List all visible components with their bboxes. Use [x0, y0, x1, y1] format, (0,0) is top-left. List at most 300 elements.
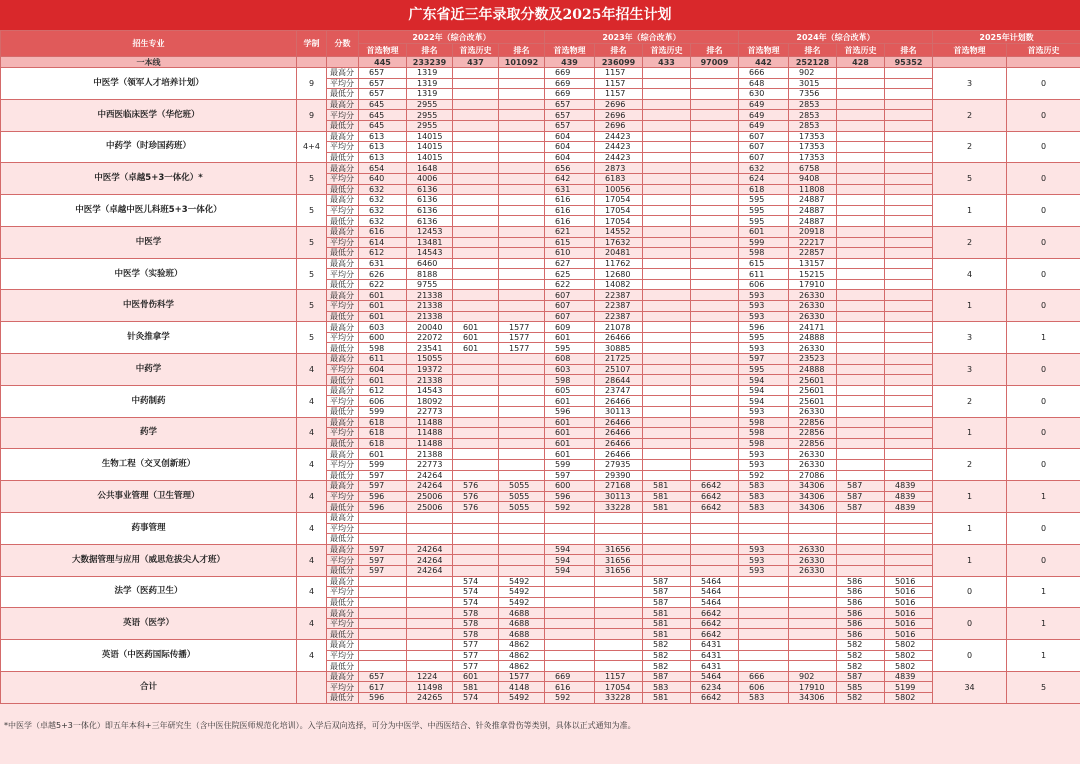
data-cell: 24423: [595, 131, 643, 142]
data-cell: 601: [359, 311, 407, 322]
data-cell: [691, 512, 739, 523]
data-cell: 616: [359, 226, 407, 237]
data-cell: 622: [545, 279, 595, 290]
data-cell: 11762: [595, 258, 643, 269]
data-cell: 609: [545, 322, 595, 333]
data-cell: 597: [739, 354, 789, 365]
data-cell: 600: [359, 332, 407, 343]
data-cell: [499, 216, 545, 227]
data-cell: 4862: [499, 650, 545, 661]
data-cell: 17054: [595, 205, 643, 216]
data-cell: 22856: [789, 417, 837, 428]
data-cell: 9755: [407, 279, 453, 290]
major-group: [1, 576, 1080, 608]
baseline-cell: 437: [453, 57, 499, 68]
data-cell: 1319: [407, 89, 453, 100]
data-cell: 1157: [595, 68, 643, 79]
data-cell: 34306: [789, 693, 837, 704]
data-cell: 603: [359, 322, 407, 333]
score-type-label: 平均分: [327, 618, 359, 629]
data-cell: [885, 290, 933, 301]
data-cell: [643, 322, 691, 333]
subheader-hist: 首选历史: [837, 44, 885, 57]
data-cell: [499, 438, 545, 449]
data-cell: [885, 142, 933, 153]
data-cell: 27168: [595, 481, 643, 492]
score-type-label: 平均分: [327, 428, 359, 439]
data-cell: [885, 354, 933, 365]
data-cell: 592: [545, 693, 595, 704]
data-cell: 22072: [407, 332, 453, 343]
data-cell: [453, 364, 499, 375]
data-cell: [885, 385, 933, 396]
data-cell: 6234: [691, 682, 739, 693]
data-cell: [837, 237, 885, 248]
data-cell: 596: [545, 491, 595, 502]
data-cell: [837, 322, 885, 333]
data-cell: [359, 512, 407, 523]
data-cell: 601: [545, 396, 595, 407]
score-type-label: 最低分: [327, 597, 359, 608]
subheader-rank: 排名: [499, 44, 545, 57]
data-cell: [499, 152, 545, 163]
data-cell: 24264: [407, 481, 453, 492]
data-cell: [643, 354, 691, 365]
score-type-label: 最低分: [327, 343, 359, 354]
plan-phys-cell: 2: [933, 99, 1007, 131]
data-cell: 26466: [595, 417, 643, 428]
plan-hist-cell: 0: [1007, 417, 1080, 449]
score-type-label: 最低分: [327, 216, 359, 227]
data-cell: 30885: [595, 343, 643, 354]
data-cell: [691, 269, 739, 280]
data-cell: 631: [359, 258, 407, 269]
data-cell: [643, 512, 691, 523]
data-cell: [691, 279, 739, 290]
score-type-label: 最高分: [327, 195, 359, 206]
data-cell: 607: [739, 131, 789, 142]
data-cell: 26330: [789, 565, 837, 576]
data-cell: 1577: [499, 322, 545, 333]
data-cell: [407, 629, 453, 640]
data-cell: 6642: [691, 502, 739, 513]
plan-phys-cell: 5: [933, 163, 1007, 195]
data-cell: [545, 534, 595, 545]
data-cell: [837, 512, 885, 523]
data-cell: 24265: [407, 693, 453, 704]
plan-phys-cell: 2: [933, 131, 1007, 163]
data-cell: [837, 279, 885, 290]
data-cell: [739, 512, 789, 523]
data-cell: [359, 587, 407, 598]
data-cell: [499, 417, 545, 428]
data-cell: [643, 555, 691, 566]
data-cell: [453, 99, 499, 110]
plan-phys-cell: 34: [933, 671, 1007, 703]
data-cell: [691, 78, 739, 89]
data-cell: 666: [739, 68, 789, 79]
data-cell: [499, 396, 545, 407]
data-cell: [789, 576, 837, 587]
data-cell: [359, 650, 407, 661]
table-row: [1, 99, 1080, 110]
data-cell: [739, 629, 789, 640]
data-cell: 615: [739, 258, 789, 269]
data-cell: 1577: [499, 332, 545, 343]
data-cell: 22773: [407, 459, 453, 470]
data-cell: [691, 407, 739, 418]
data-cell: [643, 226, 691, 237]
data-cell: 632: [739, 163, 789, 174]
data-cell: 618: [359, 417, 407, 428]
data-cell: 26466: [595, 449, 643, 460]
major-group: [1, 226, 1080, 258]
major-name: 中医骨伤科学: [1, 290, 297, 322]
data-cell: [643, 301, 691, 312]
major-group: [1, 608, 1080, 640]
xuezhi-cell: 4: [297, 512, 327, 544]
data-cell: [643, 258, 691, 269]
data-cell: 581: [643, 502, 691, 513]
data-cell: [885, 428, 933, 439]
data-cell: 4862: [499, 640, 545, 651]
data-cell: 14015: [407, 142, 453, 153]
data-cell: [499, 163, 545, 174]
xuezhi-cell: 5: [297, 290, 327, 322]
data-cell: [885, 332, 933, 343]
data-cell: [885, 237, 933, 248]
data-cell: [407, 597, 453, 608]
data-cell: [885, 364, 933, 375]
data-cell: [595, 534, 643, 545]
major-name: 英语（医学）: [1, 608, 297, 640]
data-cell: 601: [739, 226, 789, 237]
data-cell: 577: [453, 640, 499, 651]
data-cell: 593: [739, 555, 789, 566]
data-cell: 6460: [407, 258, 453, 269]
data-cell: 587: [643, 671, 691, 682]
data-cell: [691, 544, 739, 555]
data-cell: 9408: [789, 173, 837, 184]
data-cell: 581: [643, 608, 691, 619]
data-cell: 593: [739, 301, 789, 312]
data-cell: 11488: [407, 438, 453, 449]
data-cell: [885, 301, 933, 312]
data-cell: [359, 640, 407, 651]
data-cell: 34306: [789, 502, 837, 513]
data-cell: 24423: [595, 142, 643, 153]
data-cell: 587: [643, 587, 691, 598]
data-cell: 586: [837, 576, 885, 587]
data-cell: 581: [643, 693, 691, 704]
data-cell: [453, 544, 499, 555]
table-row: [1, 195, 1080, 206]
plan-hist-cell: 0: [1007, 99, 1080, 131]
data-cell: 630: [739, 89, 789, 100]
xuezhi-cell: 5: [297, 195, 327, 227]
data-cell: 6642: [691, 629, 739, 640]
data-cell: 627: [545, 258, 595, 269]
data-cell: 31656: [595, 555, 643, 566]
data-cell: [643, 459, 691, 470]
data-cell: [643, 216, 691, 227]
plan-hist-cell: 0: [1007, 512, 1080, 544]
data-cell: [643, 78, 691, 89]
data-cell: 616: [545, 682, 595, 693]
data-cell: 576: [453, 491, 499, 502]
score-type-label: 最高分: [327, 385, 359, 396]
data-cell: [499, 512, 545, 523]
data-cell: [885, 89, 933, 100]
data-cell: 597: [359, 481, 407, 492]
data-cell: [739, 661, 789, 672]
data-cell: 19372: [407, 364, 453, 375]
data-cell: [453, 173, 499, 184]
data-cell: [499, 195, 545, 206]
plan-phys-cell: 1: [933, 290, 1007, 322]
header-major: 招生专业: [1, 31, 297, 57]
data-cell: 4688: [499, 608, 545, 619]
subheader-hist: 首选历史: [1007, 44, 1080, 57]
data-cell: [643, 343, 691, 354]
data-cell: 21338: [407, 290, 453, 301]
major-name: 英语（中医药国际传播）: [1, 640, 297, 672]
data-cell: 24887: [789, 195, 837, 206]
data-cell: 5464: [691, 597, 739, 608]
data-cell: 12453: [407, 226, 453, 237]
major-group: [1, 99, 1080, 131]
data-cell: 2696: [595, 110, 643, 121]
subheader-rank: 排名: [407, 44, 453, 57]
data-cell: [739, 608, 789, 619]
data-cell: [643, 449, 691, 460]
data-cell: 1224: [407, 671, 453, 682]
data-cell: 593: [739, 449, 789, 460]
data-cell: [837, 78, 885, 89]
data-cell: [837, 290, 885, 301]
score-type-label: 最高分: [327, 99, 359, 110]
data-cell: 593: [739, 459, 789, 470]
data-cell: 582: [837, 640, 885, 651]
data-cell: 603: [545, 364, 595, 375]
data-cell: [885, 226, 933, 237]
data-cell: [837, 332, 885, 343]
data-cell: 27086: [789, 470, 837, 481]
data-cell: 15055: [407, 354, 453, 365]
data-cell: 626: [359, 269, 407, 280]
data-cell: 601: [359, 375, 407, 386]
data-cell: 1157: [595, 671, 643, 682]
data-cell: 601: [453, 332, 499, 343]
data-cell: [691, 534, 739, 545]
score-type-label: 平均分: [327, 523, 359, 534]
data-cell: 14543: [407, 385, 453, 396]
data-cell: [359, 576, 407, 587]
data-cell: [885, 163, 933, 174]
data-cell: 574: [453, 587, 499, 598]
data-cell: [643, 534, 691, 545]
data-cell: 1648: [407, 163, 453, 174]
major-group: [1, 449, 1080, 481]
score-type-label: 最高分: [327, 576, 359, 587]
data-cell: 594: [545, 544, 595, 555]
data-cell: 6431: [691, 650, 739, 661]
table-row: [1, 481, 1080, 492]
data-cell: [643, 438, 691, 449]
data-cell: 22856: [789, 438, 837, 449]
plan-hist-cell: 1: [1007, 640, 1080, 672]
data-cell: 5016: [885, 608, 933, 619]
data-cell: 622: [359, 279, 407, 290]
data-cell: 5492: [499, 597, 545, 608]
data-cell: [837, 205, 885, 216]
data-cell: 5492: [499, 576, 545, 587]
subheader-phys: 首选物理: [545, 44, 595, 57]
data-cell: [453, 120, 499, 131]
data-cell: 5464: [691, 576, 739, 587]
data-cell: [837, 184, 885, 195]
data-cell: [837, 142, 885, 153]
data-cell: 2955: [407, 120, 453, 131]
data-cell: 612: [359, 385, 407, 396]
data-cell: 34306: [789, 491, 837, 502]
major-group: [1, 512, 1080, 544]
plan-phys-cell: 1: [933, 481, 1007, 513]
major-group: [1, 258, 1080, 290]
data-cell: 657: [545, 110, 595, 121]
data-cell: 14015: [407, 131, 453, 142]
score-type-label: 最低分: [327, 470, 359, 481]
data-cell: [885, 459, 933, 470]
data-cell: 2696: [595, 120, 643, 131]
data-cell: 18092: [407, 396, 453, 407]
data-cell: 583: [739, 481, 789, 492]
data-cell: 25107: [595, 364, 643, 375]
data-cell: 17353: [789, 152, 837, 163]
score-type-label: 最高分: [327, 258, 359, 269]
data-cell: 586: [837, 618, 885, 629]
data-cell: [789, 608, 837, 619]
data-cell: 581: [643, 629, 691, 640]
data-cell: 598: [359, 343, 407, 354]
data-cell: [885, 343, 933, 354]
data-cell: 21388: [407, 449, 453, 460]
data-cell: 645: [359, 110, 407, 121]
data-cell: 4862: [499, 661, 545, 672]
xuezhi-cell: 4: [297, 449, 327, 481]
data-cell: [885, 110, 933, 121]
plan-hist-cell: 0: [1007, 68, 1080, 100]
data-cell: [545, 576, 595, 587]
plan-hist-cell: 0: [1007, 449, 1080, 481]
data-cell: [407, 587, 453, 598]
data-cell: [407, 661, 453, 672]
data-cell: 601: [453, 671, 499, 682]
data-cell: 17353: [789, 131, 837, 142]
score-type-label: 平均分: [327, 173, 359, 184]
score-type-label: 最高分: [327, 481, 359, 492]
data-cell: [837, 68, 885, 79]
data-cell: [643, 407, 691, 418]
data-cell: [453, 407, 499, 418]
data-cell: [643, 99, 691, 110]
data-cell: 20918: [789, 226, 837, 237]
data-cell: 586: [837, 587, 885, 598]
data-cell: [407, 576, 453, 587]
data-cell: 604: [545, 131, 595, 142]
data-cell: [837, 459, 885, 470]
data-cell: 586: [837, 629, 885, 640]
data-cell: 22857: [789, 248, 837, 259]
data-cell: 21338: [407, 375, 453, 386]
data-cell: 657: [545, 99, 595, 110]
score-type-label: 最高分: [327, 417, 359, 428]
data-cell: 587: [643, 597, 691, 608]
major-name: 中医学（卓越中医儿科班5+3一体化）: [1, 195, 297, 227]
data-cell: [359, 661, 407, 672]
plan-phys-cell: 1: [933, 417, 1007, 449]
plan-hist-cell: 0: [1007, 163, 1080, 195]
major-group: [1, 385, 1080, 417]
data-cell: 25601: [789, 385, 837, 396]
data-cell: [789, 534, 837, 545]
data-cell: [359, 608, 407, 619]
data-cell: 597: [359, 565, 407, 576]
data-cell: 574: [453, 576, 499, 587]
plan-hist-cell: 0: [1007, 385, 1080, 417]
data-cell: 598: [739, 248, 789, 259]
data-cell: [885, 449, 933, 460]
data-cell: [453, 523, 499, 534]
data-cell: 24264: [407, 544, 453, 555]
data-cell: [885, 311, 933, 322]
data-cell: 594: [739, 396, 789, 407]
score-type-label: 最低分: [327, 565, 359, 576]
data-cell: 625: [545, 269, 595, 280]
data-cell: [885, 152, 933, 163]
table-row: [1, 608, 1080, 619]
score-type-label: 最高分: [327, 354, 359, 365]
major-name: 中医学（领军人才培养计划）: [1, 68, 297, 100]
data-cell: 25601: [789, 396, 837, 407]
score-type-label: 平均分: [327, 459, 359, 470]
plan-phys-cell: 4: [933, 258, 1007, 290]
plan-phys-cell: 3: [933, 354, 1007, 386]
data-cell: 4688: [499, 618, 545, 629]
data-cell: 582: [643, 650, 691, 661]
data-cell: 6431: [691, 661, 739, 672]
data-cell: 577: [453, 650, 499, 661]
data-cell: 601: [545, 417, 595, 428]
data-cell: [837, 417, 885, 428]
data-cell: 599: [545, 459, 595, 470]
data-cell: 17054: [595, 682, 643, 693]
plan-hist-cell: 1: [1007, 608, 1080, 640]
data-cell: 5802: [885, 661, 933, 672]
data-cell: 1577: [499, 671, 545, 682]
data-cell: [789, 629, 837, 640]
score-type-label: 最高分: [327, 131, 359, 142]
plan-hist-cell: 0: [1007, 354, 1080, 386]
data-cell: 17054: [595, 216, 643, 227]
plan-phys-cell: 0: [933, 608, 1007, 640]
data-cell: 26330: [789, 449, 837, 460]
data-cell: 617: [359, 682, 407, 693]
data-cell: 22387: [595, 301, 643, 312]
header-score: 分数: [327, 31, 359, 57]
data-cell: [837, 565, 885, 576]
data-cell: 5492: [499, 693, 545, 704]
